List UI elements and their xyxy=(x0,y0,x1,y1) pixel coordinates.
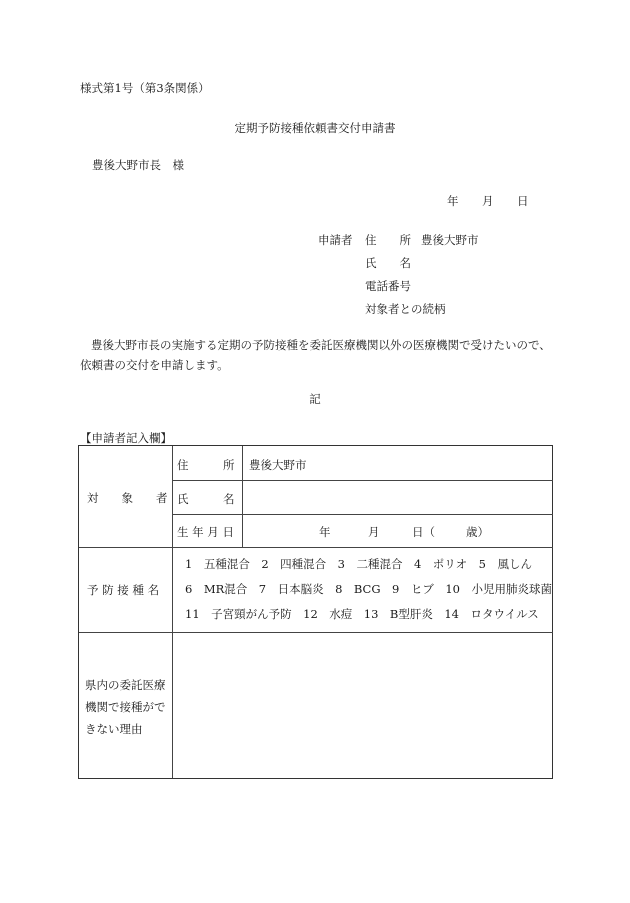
form-number: 様式第1号（第3条関係） xyxy=(80,81,210,95)
ki-heading: 記 xyxy=(309,392,321,406)
subject-address-value: 豊後大野市 xyxy=(249,458,307,472)
subject-label: 対 象 者 xyxy=(87,491,168,505)
applicant-label: 申請者 xyxy=(318,233,353,247)
applicant-phone-label: 電話番号 xyxy=(365,279,411,293)
section-label: 【申請者記入欄】 xyxy=(80,431,172,445)
birth-month: 月 xyxy=(368,525,380,539)
birth-year: 年 xyxy=(319,525,331,539)
subject-birth-label: 生 年 月 日 xyxy=(177,525,234,539)
birth-day: 日（ xyxy=(412,525,435,539)
column-divider xyxy=(172,446,173,778)
birth-age: 歳） xyxy=(466,525,489,539)
subject-name-label: 氏 名 xyxy=(177,492,235,506)
applicant-address-value: 豊後大野市 xyxy=(421,233,479,247)
applicant-name-label: 氏 名 xyxy=(365,256,411,270)
row-divider xyxy=(79,632,553,633)
vaccine-line: 1 五種混合 2 四種混合 3 二種混合 4 ポリオ 5 風しん xyxy=(185,557,532,571)
reason-input-area[interactable] xyxy=(177,641,547,771)
applicant-relation-label: 対象者との続柄 xyxy=(365,302,446,316)
applicant-address-label: 住 所 xyxy=(365,233,411,247)
application-table xyxy=(78,445,553,779)
vaccine-label: 予 防 接 種 名 xyxy=(87,583,160,597)
addressee: 豊後大野市長 様 xyxy=(92,158,184,172)
row-divider xyxy=(79,547,553,548)
vaccine-line: 11 子宮頸がん予防 12 水痘 13 B型肝炎 14 ロタウイルス xyxy=(185,607,539,621)
vaccine-line: 6 MR混合 7 日本脳炎 8 BCG 9 ヒブ 10 小児用肺炎球菌 xyxy=(185,582,552,596)
subject-address-label: 住 所 xyxy=(177,458,235,472)
row-divider xyxy=(172,514,553,515)
row-divider xyxy=(172,480,553,481)
date-month: 月 xyxy=(482,194,494,208)
reason-label: 県内の委託医療機関で接種ができない理由 xyxy=(85,678,166,736)
applicant-address-row xyxy=(365,232,479,248)
application-statement: 豊後大野市長の実施する定期の予防接種を委託医療機関以外の医療機関で受けたいので、依頼書の交付を申請します。 xyxy=(80,338,551,372)
date-day: 日 xyxy=(517,194,529,208)
date-year: 年 xyxy=(447,194,459,208)
column-divider xyxy=(242,446,243,547)
document-title: 定期予防接種依頼書交付申請書 xyxy=(234,121,396,135)
